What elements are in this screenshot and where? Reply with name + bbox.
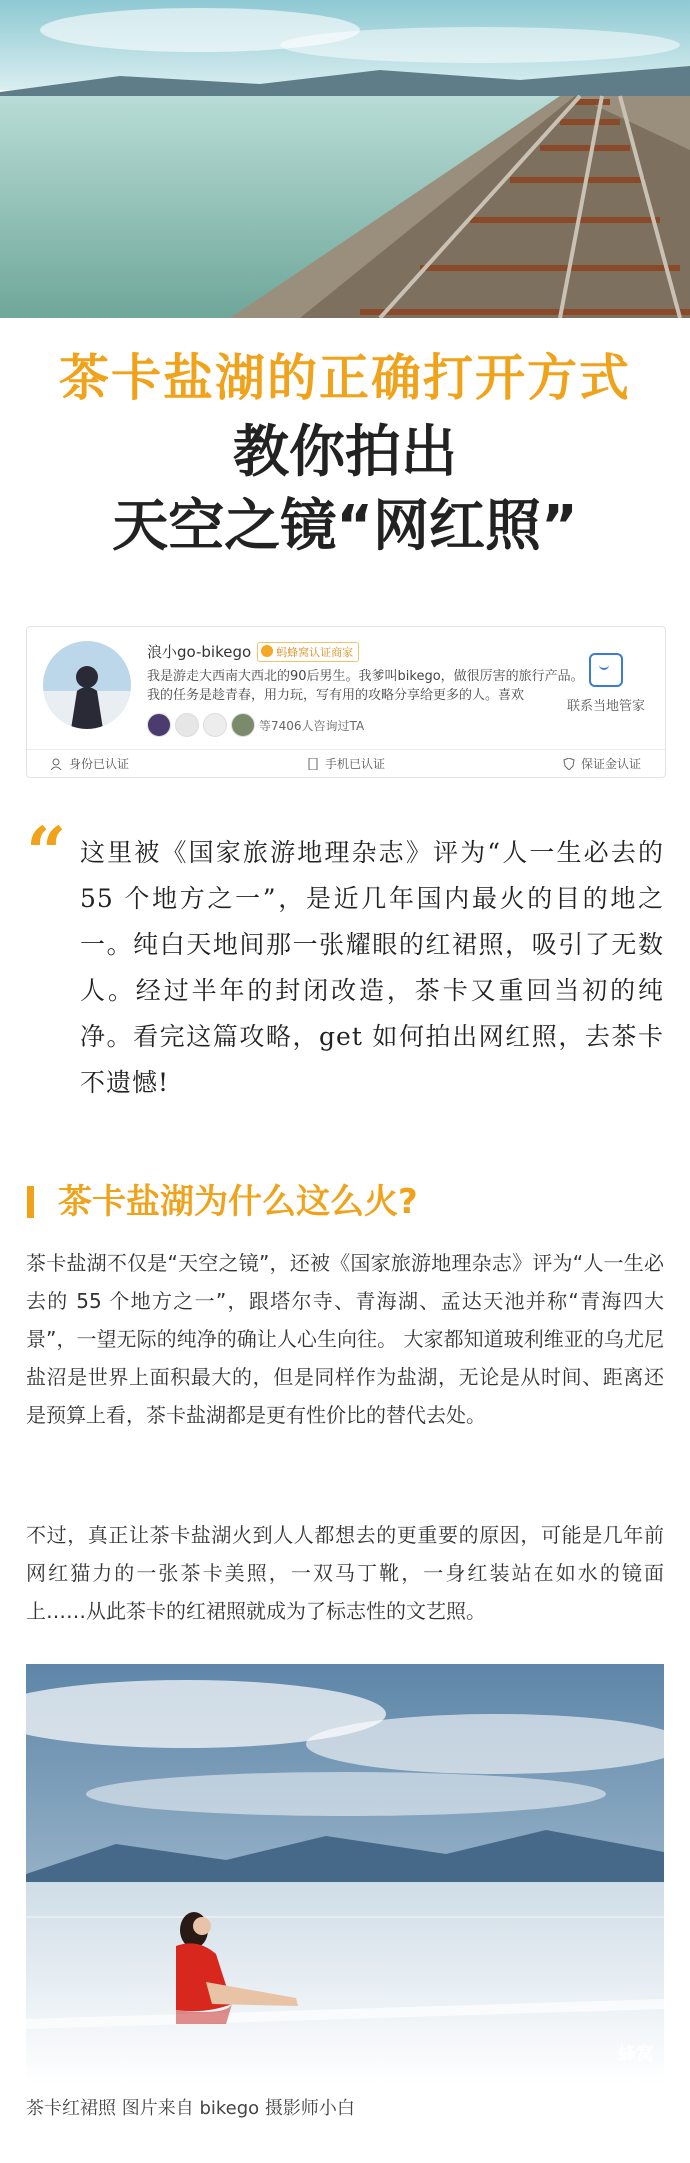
headline-line2: 教你拍出 bbox=[233, 420, 457, 485]
intro-quote: 这里被《国家旅游地理杂志》评为“人一生必去的 55 个地方之一”，是近几年国内最火的目的地之一。纯白天地间那一张耀眼的红裙照，吸引了无数人。经过半年的封闭改造，茶卡又重回当初的纯净。看完这篇攻略，get 如何拍出网红照，去茶卡不遗憾! bbox=[80, 838, 664, 1097]
author-bio: 我是游走大西南大西北的90后男生。我爹叫bikego，做很厉害的旅行产品。我的任务是趁青春，用力玩，写有用的攻略分享给更多的人。喜欢 bbox=[147, 669, 584, 703]
avatar[interactable] bbox=[43, 641, 131, 729]
phone-icon bbox=[307, 758, 319, 770]
user-icon bbox=[51, 758, 63, 770]
author-name[interactable]: 浪小go-bikego bbox=[147, 643, 252, 661]
section-title: 茶卡盐湖为什么这么火? bbox=[58, 1182, 418, 1222]
follower-avatar bbox=[175, 713, 199, 737]
badge-label: 蚂蜂窝认证商家 bbox=[276, 645, 354, 659]
followers bbox=[147, 713, 364, 737]
photo-caption: 茶卡红裙照 图片来自 bikego 摄影师小白 bbox=[26, 2098, 355, 2119]
hero-photo bbox=[0, 0, 690, 318]
shield-icon bbox=[563, 758, 575, 770]
verification-bar bbox=[27, 749, 665, 777]
follower-avatar bbox=[203, 713, 227, 737]
author-name-row bbox=[147, 641, 359, 662]
phone-label: 手机已认证 bbox=[324, 757, 385, 771]
quote-mark-icon: “ bbox=[26, 811, 67, 894]
headline-line3: 天空之镜“网红照” bbox=[112, 494, 578, 559]
deposit-verified bbox=[563, 755, 641, 772]
section-marker bbox=[27, 1186, 34, 1218]
photo-watermark: 蜂窝 bbox=[618, 2044, 654, 2065]
deposit-label: 保证金认证 bbox=[580, 757, 641, 771]
headline-line1: 茶卡盐湖的正确打开方式 bbox=[59, 349, 631, 407]
followers-count: 等7406人咨询过TA bbox=[259, 718, 365, 733]
seal-icon bbox=[261, 645, 273, 657]
phone-verified bbox=[307, 755, 385, 772]
identity-verified bbox=[51, 755, 129, 772]
follower-avatar bbox=[147, 713, 171, 737]
paragraph-2: 不过，真正让茶卡盐湖火到人人都想去的更重要的原因，可能是几年前网红猫力的一张茶卡美照，一双马丁靴，一身红装站在如水的镜面上……从此茶卡的红裙照就成为了标志性的文艺照。 bbox=[26, 1523, 664, 1623]
author-card bbox=[26, 626, 666, 778]
contact-button[interactable] bbox=[563, 653, 649, 714]
headline bbox=[0, 346, 690, 564]
chat-icon bbox=[589, 653, 623, 687]
identity-label: 身份已认证 bbox=[69, 757, 130, 771]
verified-badge bbox=[257, 642, 359, 662]
contact-label: 联系当地管家 bbox=[566, 699, 645, 714]
follower-avatar bbox=[231, 713, 255, 737]
paragraph-1: 茶卡盐湖不仅是“天空之镜”，还被《国家旅游地理杂志》评为“人一生必去的 55 个地方之一”，跟塔尔寺、青海湖、孟达天池并称“青海四大景”，一望无际的纯净的确让人心生向往。 大家都知道玻利维亚的乌尤尼盐沼是世界上面积最大的，但是同样作为盐湖，无论是从时间、距离还是预算上看，茶卡盐湖都是更有性价比的替代去处。 bbox=[26, 1251, 664, 1427]
red-dress-photo bbox=[26, 1664, 664, 2084]
